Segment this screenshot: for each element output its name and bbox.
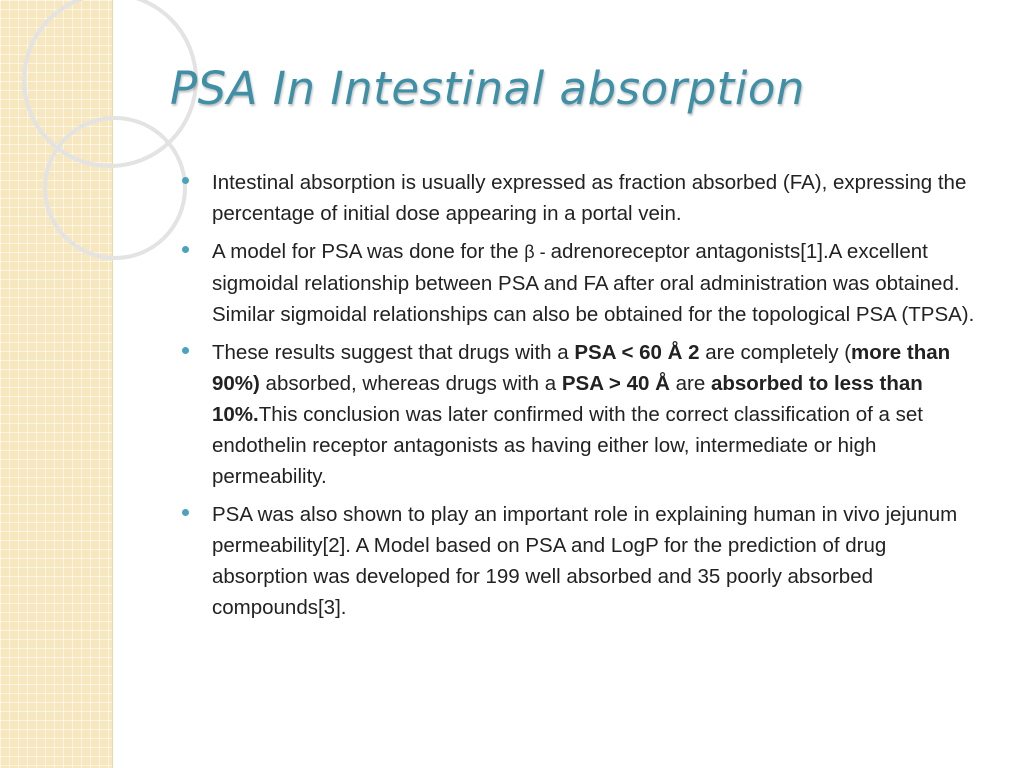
bullet-list: [180, 167, 980, 623]
bullet-item: [180, 167, 980, 229]
bullet-text: [212, 171, 966, 225]
bullet-text-segment: Intestinal absorption is usually expressed as fraction absorbed (FA), expressing the percentage of initial dose appearing in a portal vein.: [212, 171, 967, 225]
bullet-text-segment: This conclusion was later confirmed with the correct classification of a set endothelin receptor antagonists as having either low, intermediate or high permeability.: [212, 403, 923, 488]
decorative-circle-small: [45, 118, 185, 258]
bullet-text-segment: A model for PSA was done for the: [212, 240, 525, 263]
decorative-circles: [0, 0, 200, 320]
bullet-text-segment: These results suggest that drugs with a: [212, 341, 575, 364]
bullet-text: [212, 240, 974, 326]
bullet-dot-icon: [182, 177, 189, 184]
bullet-text-segment: adrenoreceptor antagonists[1].A excellent sigmoidal relationship between PSA and FA after oral administration was obtained. Similar sigmoidal relationships can also be obtained for the topological PSA (TPSA).: [212, 240, 975, 326]
bullet-text-bold-segment: absorbed to less than 10%.: [212, 372, 923, 426]
bullet-text-segment: β -: [524, 242, 551, 262]
slide-title: PSA In Intestinal absorption: [170, 62, 805, 115]
bullet-text-segment: absorbed, whereas drugs with a: [259, 372, 562, 395]
bullet-item: [180, 236, 980, 330]
bullet-text-bold-segment: PSA < 60 Å 2: [574, 341, 700, 364]
bullet-text: [212, 503, 957, 619]
bullet-dot-icon: [182, 347, 189, 354]
bullet-item: [180, 499, 980, 623]
bullet-text: [212, 341, 950, 488]
bullet-text-segment: are: [669, 372, 711, 395]
bullet-text-segment: PSA was also shown to play an important role in explaining human in vivo jejunum permeability[2]. A Model based on PSA and LogP for the prediction of drug absorption was developed for 199 well absorbed and 35 poorly absorbed compounds[3].: [212, 503, 958, 619]
bullet-item: [180, 337, 980, 492]
bullet-text-segment: are completely (: [699, 341, 852, 364]
bullet-dot-icon: [182, 246, 189, 253]
slide-body: [180, 167, 980, 630]
bullet-text-bold-segment: more than 90%): [212, 341, 951, 395]
bullet-text-bold-segment: PSA > 40 Å: [561, 372, 670, 395]
bullet-dot-icon: [182, 509, 189, 516]
